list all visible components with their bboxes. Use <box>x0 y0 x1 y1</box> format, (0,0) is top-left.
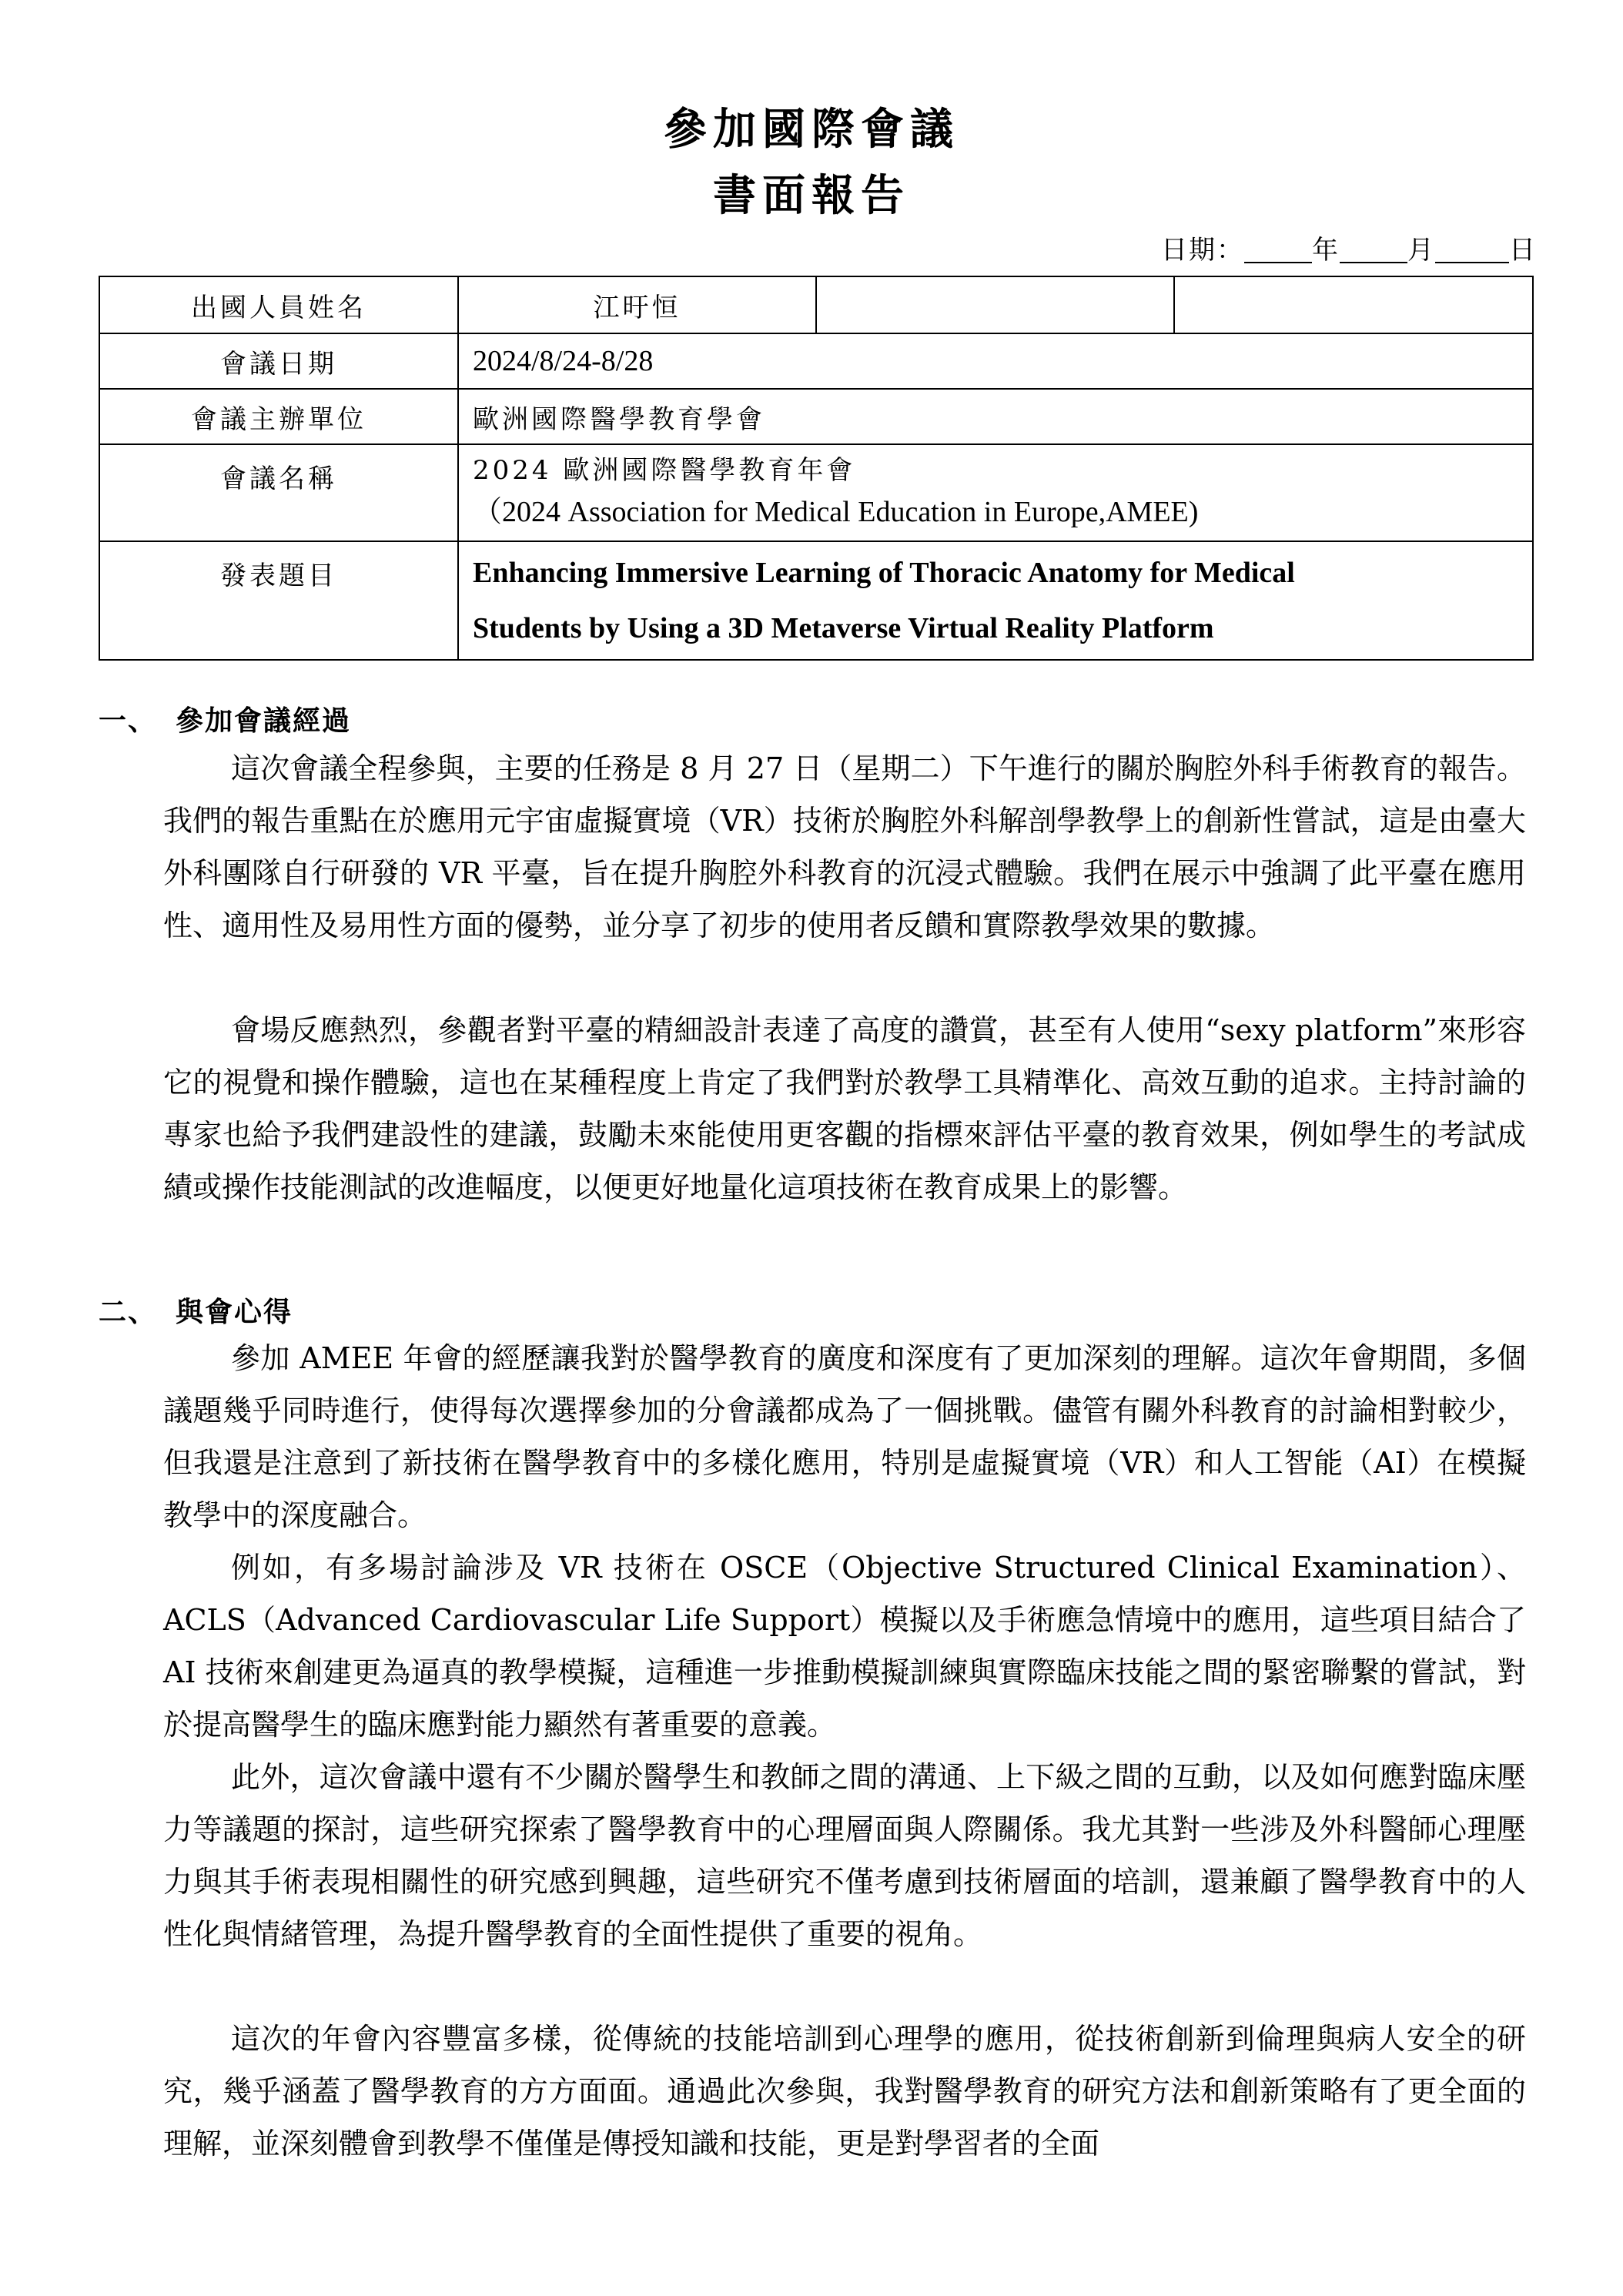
conference-name-line2: （2024 Association for Medical Education in Europe,AMEE) <box>473 496 1199 528</box>
traveler-name-label: 出國人員姓名 <box>99 276 458 333</box>
conference-name-line1: 2024 歐洲國際醫學教育年會 <box>473 455 856 486</box>
table-row <box>99 541 1533 660</box>
empty-cell <box>1174 276 1533 333</box>
empty-cell <box>816 276 1174 333</box>
presentation-title-line1: Enhancing Immersive Learning of Thoracic Anatomy for Medical <box>473 557 1295 589</box>
section2-paragraph-2: 例如，有多場討論涉及 VR 技術在 OSCE（Objective Structured Clinical Examination）、ACLS（Advanced Cardiovascular Life Support）模擬以及手術應急情境中的應用，這些項目結合了 AI 技術來創建更為逼真的教學模擬，這種進一步推動模擬訓練與實際臨床技能之間的緊密聯繫的嘗試，對於提高醫學生的臨床應對能力顯然有著重要的意義。 <box>163 1551 1526 1742</box>
document-subtitle: 書面報告 <box>713 170 910 221</box>
date-line <box>1161 235 1537 266</box>
presentation-title-line2: Students by Using a 3D Metaverse Virtual Reality Platform <box>473 612 1214 644</box>
section1-title: 參加會議經過 <box>176 705 352 737</box>
section1-paragraph-1: 這次會議全程參與，主要的任務是 8 月 27 日（星期二）下午進行的關於胸腔外科手術教育的報告。我們的報告重點在於應用元宇宙虛擬實境（VR）技術於胸腔外科解剖學教學上的創新性嘗試，這是由臺大外科團隊自行研發的 VR 平臺，旨在提升胸腔外科教育的沉浸式體驗。我們在展示中強調了此平臺在應用性、適用性及易用性方面的優勢，並分享了初步的使用者反饋和實際教學效果的數據。 <box>163 751 1526 942</box>
presentation-title-value <box>458 541 1533 660</box>
section2-paragraph-1: 參加 AMEE 年會的經歷讓我對於醫學教育的廣度和深度有了更加深刻的理解。這次年會期間，多個議題幾乎同時進行，使得每次選擇參加的分會議都成為了一個挑戰。儘管有關外科教育的討論相對較少，但我還是注意到了新技術在醫學教育中的多樣化應用，特別是虛擬實境（VR）和人工智能（AI）在模擬教學中的深度融合。 <box>163 1341 1526 1532</box>
traveler-name-value: 江旴恒 <box>458 276 816 333</box>
conference-name-label: 會議名稱 <box>99 444 458 541</box>
table-row <box>99 444 1533 541</box>
section1-paragraph-2: 會場反應熱烈，參觀者對平臺的精細設計表達了高度的讚賞，甚至有人使用“sexy platform”來形容它的視覺和操作體驗，這也在某種程度上肯定了我們對於教學工具精準化、高效互動的追求。主持討論的專家也給予我們建設性的建議，鼓勵未來能使用更客觀的指標來評估平臺的教育效果，例如學生的考試成績或操作技能測試的改進幅度，以便更好地量化這項技術在教育成果上的影響。 <box>163 1013 1526 1204</box>
section2-paragraph-3: 此外，這次會議中還有不少關於醫學生和教師之間的溝通、上下級之間的互動，以及如何應對臨床壓力等議題的探討，這些研究探索了醫學教育中的心理層面與人際關係。我尤其對一些涉及外科醫師心理壓力與其手術表現相關性的研究感到興趣，這些研究不僅考慮到技術層面的培訓，還兼顧了醫學教育中的人性化與情緒管理，為提升醫學教育的全面性提供了重要的視角。 <box>163 1760 1526 1951</box>
year-label: 年 <box>1312 235 1340 266</box>
table-row <box>99 333 1533 389</box>
month-label: 月 <box>1407 235 1435 266</box>
document-title: 參加國際會議 <box>664 104 959 155</box>
section2-paragraph-4: 這次的年會內容豐富多樣，從傳統的技能培訓到心理學的應用，從技術創新到倫理與病人安全的研究，幾乎涵蓋了醫學教育的方方面面。通過此次參與，我對醫學教育的研究方法和創新策略有了更全面的理解，並深刻體會到教學不僅僅是傳授知識和技能，更是對學習者的全面 <box>163 2022 1526 2160</box>
month-blank <box>1340 239 1407 263</box>
day-blank <box>1435 239 1509 263</box>
year-blank <box>1244 239 1312 263</box>
day-label: 日 <box>1509 235 1537 266</box>
presentation-title-label: 發表題目 <box>99 541 458 660</box>
section2-title: 與會心得 <box>176 1296 293 1328</box>
section2-heading <box>99 1298 293 1326</box>
conference-date-value: 2024/8/24-8/28 <box>458 333 1533 389</box>
organizer-value: 歐洲國際醫學教育學會 <box>458 389 1533 444</box>
table-row <box>99 276 1533 333</box>
section1-heading <box>99 707 351 735</box>
section2-number: 二、 <box>99 1296 158 1328</box>
date-label: 日期： <box>1161 235 1244 266</box>
section1-number: 一、 <box>99 705 158 737</box>
organizer-label: 會議主辦單位 <box>99 389 458 444</box>
info-table <box>99 276 1534 661</box>
conference-date-label: 會議日期 <box>99 333 458 389</box>
conference-name-value <box>458 444 1533 541</box>
table-row <box>99 389 1533 444</box>
